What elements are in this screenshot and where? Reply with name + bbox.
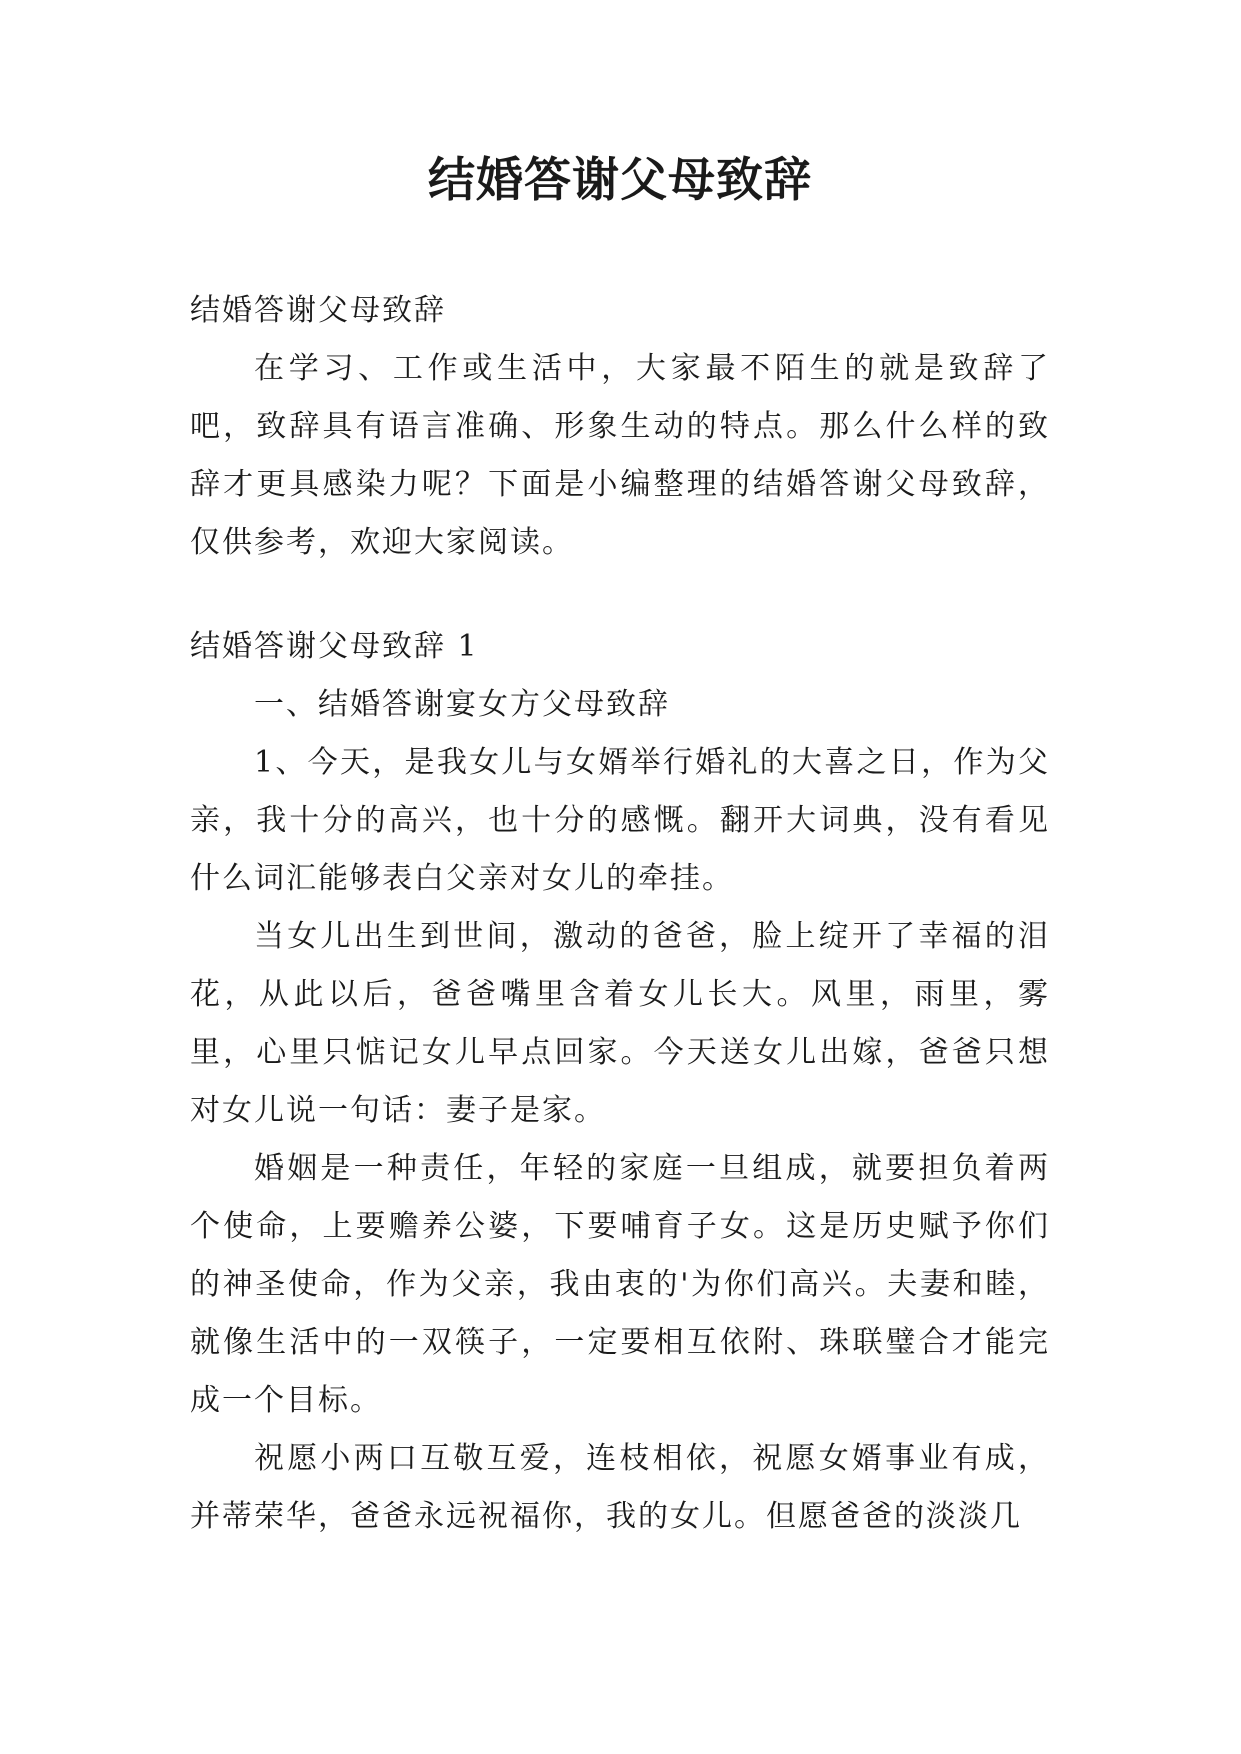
section-heading: 结婚答谢父母致辞 1 <box>190 629 479 664</box>
intro-paragraph: 在学习、工作或生活中，大家最不陌生的就是致辞了吧，致辞具有语言准确、形象生动的特点。那么什么样的致辞才更具感染力呢？下面是小编整理的结婚答谢父母致辞，仅供参考，欢迎大家阅读。 <box>190 351 1050 560</box>
subsection-heading: 一、结婚答谢宴女方父母致辞 <box>254 687 670 722</box>
body-paragraph: 祝愿小两口互敬互爱，连枝相依，祝愿女婿事业有成，并蒂荣华，爸爸永远祝福你，我的女儿。但愿爸爸的淡淡几 <box>190 1441 1050 1534</box>
body-paragraph: 婚姻是一种责任，年轻的家庭一旦组成，就要担负着两个使命，上要赡养公婆，下要哺育子女。这是历史赋予你们的神圣使命，作为父亲，我由衷的'为你们高兴。夫妻和睦，就像生活中的一双筷子，一定要相互依附、珠联璧合才能完成一个目标。 <box>190 1151 1050 1418</box>
spacer <box>190 572 1050 618</box>
document-subtitle: 结婚答谢父母致辞 <box>190 293 446 328</box>
document-title: 结婚答谢父母致辞 <box>428 153 812 208</box>
body-paragraph: 当女儿出生到世间，激动的爸爸，脸上绽开了幸福的泪花，从此以后，爸爸嘴里含着女儿长大。风里，雨里，雾里，心里只惦记女儿早点回家。今天送女儿出嫁，爸爸只想对女儿说一句话：妻子是家。 <box>190 919 1050 1128</box>
body-paragraph: 1、今天，是我女儿与女婿举行婚礼的大喜之日，作为父亲，我十分的高兴，也十分的感慨。翻开大词典，没有看见什么词汇能够表白父亲对女儿的牵挂。 <box>190 745 1050 896</box>
document-page <box>190 150 1050 1546</box>
